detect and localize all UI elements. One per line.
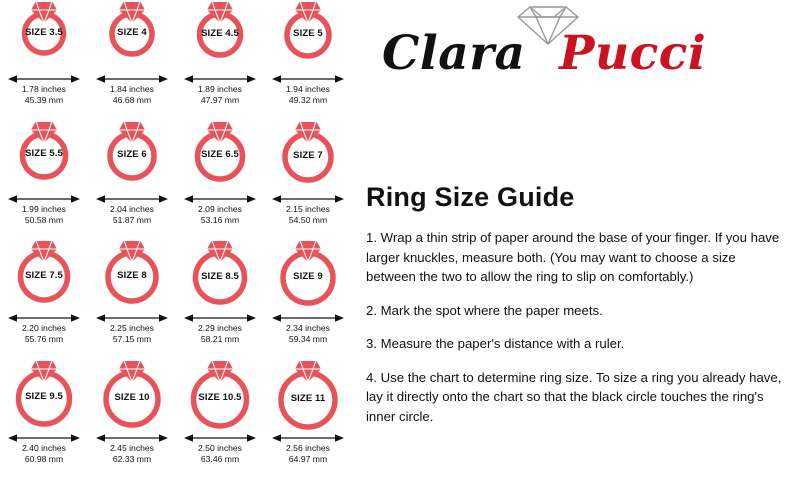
ring-size-cell[interactable]	[88, 0, 176, 120]
measurement-arrow-icon	[182, 72, 258, 84]
ring-size-cell[interactable]	[176, 0, 264, 120]
brand-wordmark	[382, 26, 800, 96]
ring-size-cell[interactable]	[264, 359, 352, 478]
measurement-inches: 2.09 inches	[198, 203, 242, 214]
measurement-mm: 45.39 mm	[24, 95, 64, 105]
measurement-arrow-icon	[94, 311, 170, 323]
ring-measurement-text	[176, 443, 264, 465]
ring-size-label: SIZE 5.5	[25, 148, 63, 159]
ring-size-label: SIZE 4.5	[201, 27, 239, 39]
measurement-arrow-icon	[94, 192, 170, 204]
ring-size-label: SIZE 6	[117, 148, 147, 160]
ring-size-label: SIZE 10.5	[198, 392, 242, 403]
measurement-inches: 1.99 inches	[22, 203, 66, 214]
measurement-arrow-icon	[94, 72, 170, 84]
measurement-arrow-icon	[94, 431, 170, 443]
ring-size-label: SIZE 8	[117, 270, 147, 281]
measurement-mm: 46.68 mm	[112, 95, 152, 105]
measurement-mm: 50.58 mm	[24, 214, 64, 225]
ring-diagram-icon	[0, 2, 88, 76]
measurement-arrow-icon	[270, 72, 346, 84]
measurement-inches: 2.04 inches	[110, 203, 154, 214]
ring-size-label: SIZE 7	[293, 149, 323, 161]
measurement-mm: 47.97 mm	[200, 95, 240, 105]
measurement-inches: 2.29 inches	[198, 323, 242, 333]
ring-size-cell[interactable]	[0, 239, 88, 359]
measurement-arrow-icon	[182, 311, 258, 323]
measurement-inches: 2.25 inches	[110, 323, 154, 333]
ring-diagram-icon	[264, 2, 352, 76]
measurement-inches: 1.78 inches	[22, 84, 66, 94]
measurement-mm: 64.97 mm	[288, 453, 328, 464]
ring-size-chart	[0, 0, 352, 478]
instruction-list	[366, 228, 786, 440]
ring-measurement-text	[264, 443, 352, 465]
ring-size-cell[interactable]	[88, 359, 176, 478]
ring-diagram-icon	[176, 2, 264, 76]
measurement-mm: 60.98 mm	[24, 453, 64, 464]
measurement-arrow-icon	[270, 192, 346, 204]
brand-name-first: Clara	[382, 26, 526, 81]
ring-measurement-text	[88, 84, 176, 106]
ring-size-label: SIZE 10	[114, 391, 150, 403]
measurement-mm: 54.50 mm	[288, 214, 328, 225]
ring-size-cell[interactable]	[0, 0, 88, 120]
ring-measurement-text	[176, 204, 264, 226]
ring-size-cell[interactable]	[88, 120, 176, 240]
ring-size-label: SIZE 3.5	[25, 26, 63, 38]
ring-measurement-text	[264, 323, 352, 345]
measurement-mm: 59.34 mm	[288, 334, 328, 344]
measurement-inches: 2.15 inches	[286, 203, 330, 214]
ring-measurement-text	[88, 323, 176, 345]
measurement-inches: 1.94 inches	[286, 84, 330, 94]
measurement-arrow-icon	[6, 192, 82, 204]
ring-size-label: SIZE 7.5	[25, 269, 63, 281]
brand-name-second: Pucci	[559, 26, 707, 81]
ring-size-label: SIZE 9	[293, 271, 323, 282]
ring-measurement-text	[0, 323, 88, 345]
ring-measurement-text	[176, 323, 264, 345]
ring-size-cell[interactable]	[0, 359, 88, 478]
ring-size-label: SIZE 5	[293, 28, 323, 39]
ring-size-cell[interactable]	[264, 120, 352, 240]
ring-size-label: SIZE 11	[290, 392, 326, 404]
measurement-arrow-icon	[6, 72, 82, 84]
page-title: Ring Size Guide	[366, 182, 575, 212]
list-item: 1. Wrap a thin strip of paper around the base of your finger. If you have larger knuckles, measure both. (You may want to choose a size between the two to allow the ring to slip on comfortably.)	[366, 230, 780, 284]
ring-size-cell[interactable]	[88, 239, 176, 359]
ring-size-cell[interactable]	[176, 359, 264, 478]
ring-size-cell[interactable]	[176, 239, 264, 359]
ring-measurement-text	[0, 84, 88, 106]
list-item: 2. Mark the spot where the paper meets.	[366, 302, 603, 318]
measurement-arrow-icon	[182, 192, 258, 204]
measurement-mm: 57.15 mm	[112, 334, 152, 344]
measurement-inches: 2.56 inches	[286, 442, 330, 453]
table-row	[0, 120, 352, 240]
table-row	[0, 0, 352, 120]
measurement-arrow-icon	[182, 431, 258, 443]
measurement-inches: 2.40 inches	[22, 442, 66, 453]
brand-logo	[370, 4, 780, 100]
ring-measurement-text	[88, 443, 176, 465]
list-item: 4. Use the chart to determine ring size. To size a ring you already have, lay it directly onto the chart so that the black circle touches the ring's inner circle.	[366, 369, 782, 424]
ring-measurement-text	[88, 204, 176, 226]
list-item: 3. Measure the paper's distance with a ruler.	[366, 336, 625, 351]
measurement-arrow-icon	[6, 431, 82, 443]
ring-measurement-text	[264, 84, 352, 106]
measurement-inches: 1.84 inches	[110, 84, 154, 94]
measurement-inches: 2.20 inches	[22, 323, 66, 333]
ring-diagram-icon	[88, 2, 176, 76]
measurement-mm: 49.32 mm	[288, 95, 328, 105]
ring-size-cell[interactable]	[0, 120, 88, 240]
measurement-inches: 1.89 inches	[198, 84, 242, 94]
measurement-arrow-icon	[6, 311, 82, 323]
measurement-mm: 53.16 mm	[200, 214, 240, 225]
ring-measurement-text	[0, 204, 88, 226]
right-panel	[352, 0, 800, 478]
ring-measurement-text	[264, 204, 352, 226]
ring-measurement-text	[0, 443, 88, 465]
measurement-arrow-icon	[270, 431, 346, 443]
measurement-mm: 63.46 mm	[200, 453, 240, 464]
ring-size-cell[interactable]	[264, 239, 352, 359]
ring-size-label: SIZE 6.5	[201, 149, 239, 160]
table-row	[0, 239, 352, 359]
ring-measurement-text	[176, 84, 264, 106]
measurement-inches: 2.34 inches	[286, 323, 330, 333]
ring-size-cell[interactable]	[176, 120, 264, 240]
measurement-inches: 2.45 inches	[110, 442, 154, 453]
ring-size-cell[interactable]	[264, 0, 352, 120]
measurement-mm: 51.87 mm	[112, 214, 152, 225]
ring-size-label: SIZE 4	[117, 27, 147, 38]
ring-size-label: SIZE 9.5	[25, 391, 63, 402]
measurement-arrow-icon	[270, 311, 346, 323]
measurement-mm: 55.76 mm	[24, 334, 64, 344]
table-row	[0, 359, 352, 478]
measurement-mm: 62.33 mm	[112, 453, 152, 464]
measurement-mm: 58.21 mm	[200, 334, 240, 344]
measurement-inches: 2.50 inches	[198, 442, 242, 453]
ring-size-label: SIZE 8.5	[201, 270, 239, 282]
